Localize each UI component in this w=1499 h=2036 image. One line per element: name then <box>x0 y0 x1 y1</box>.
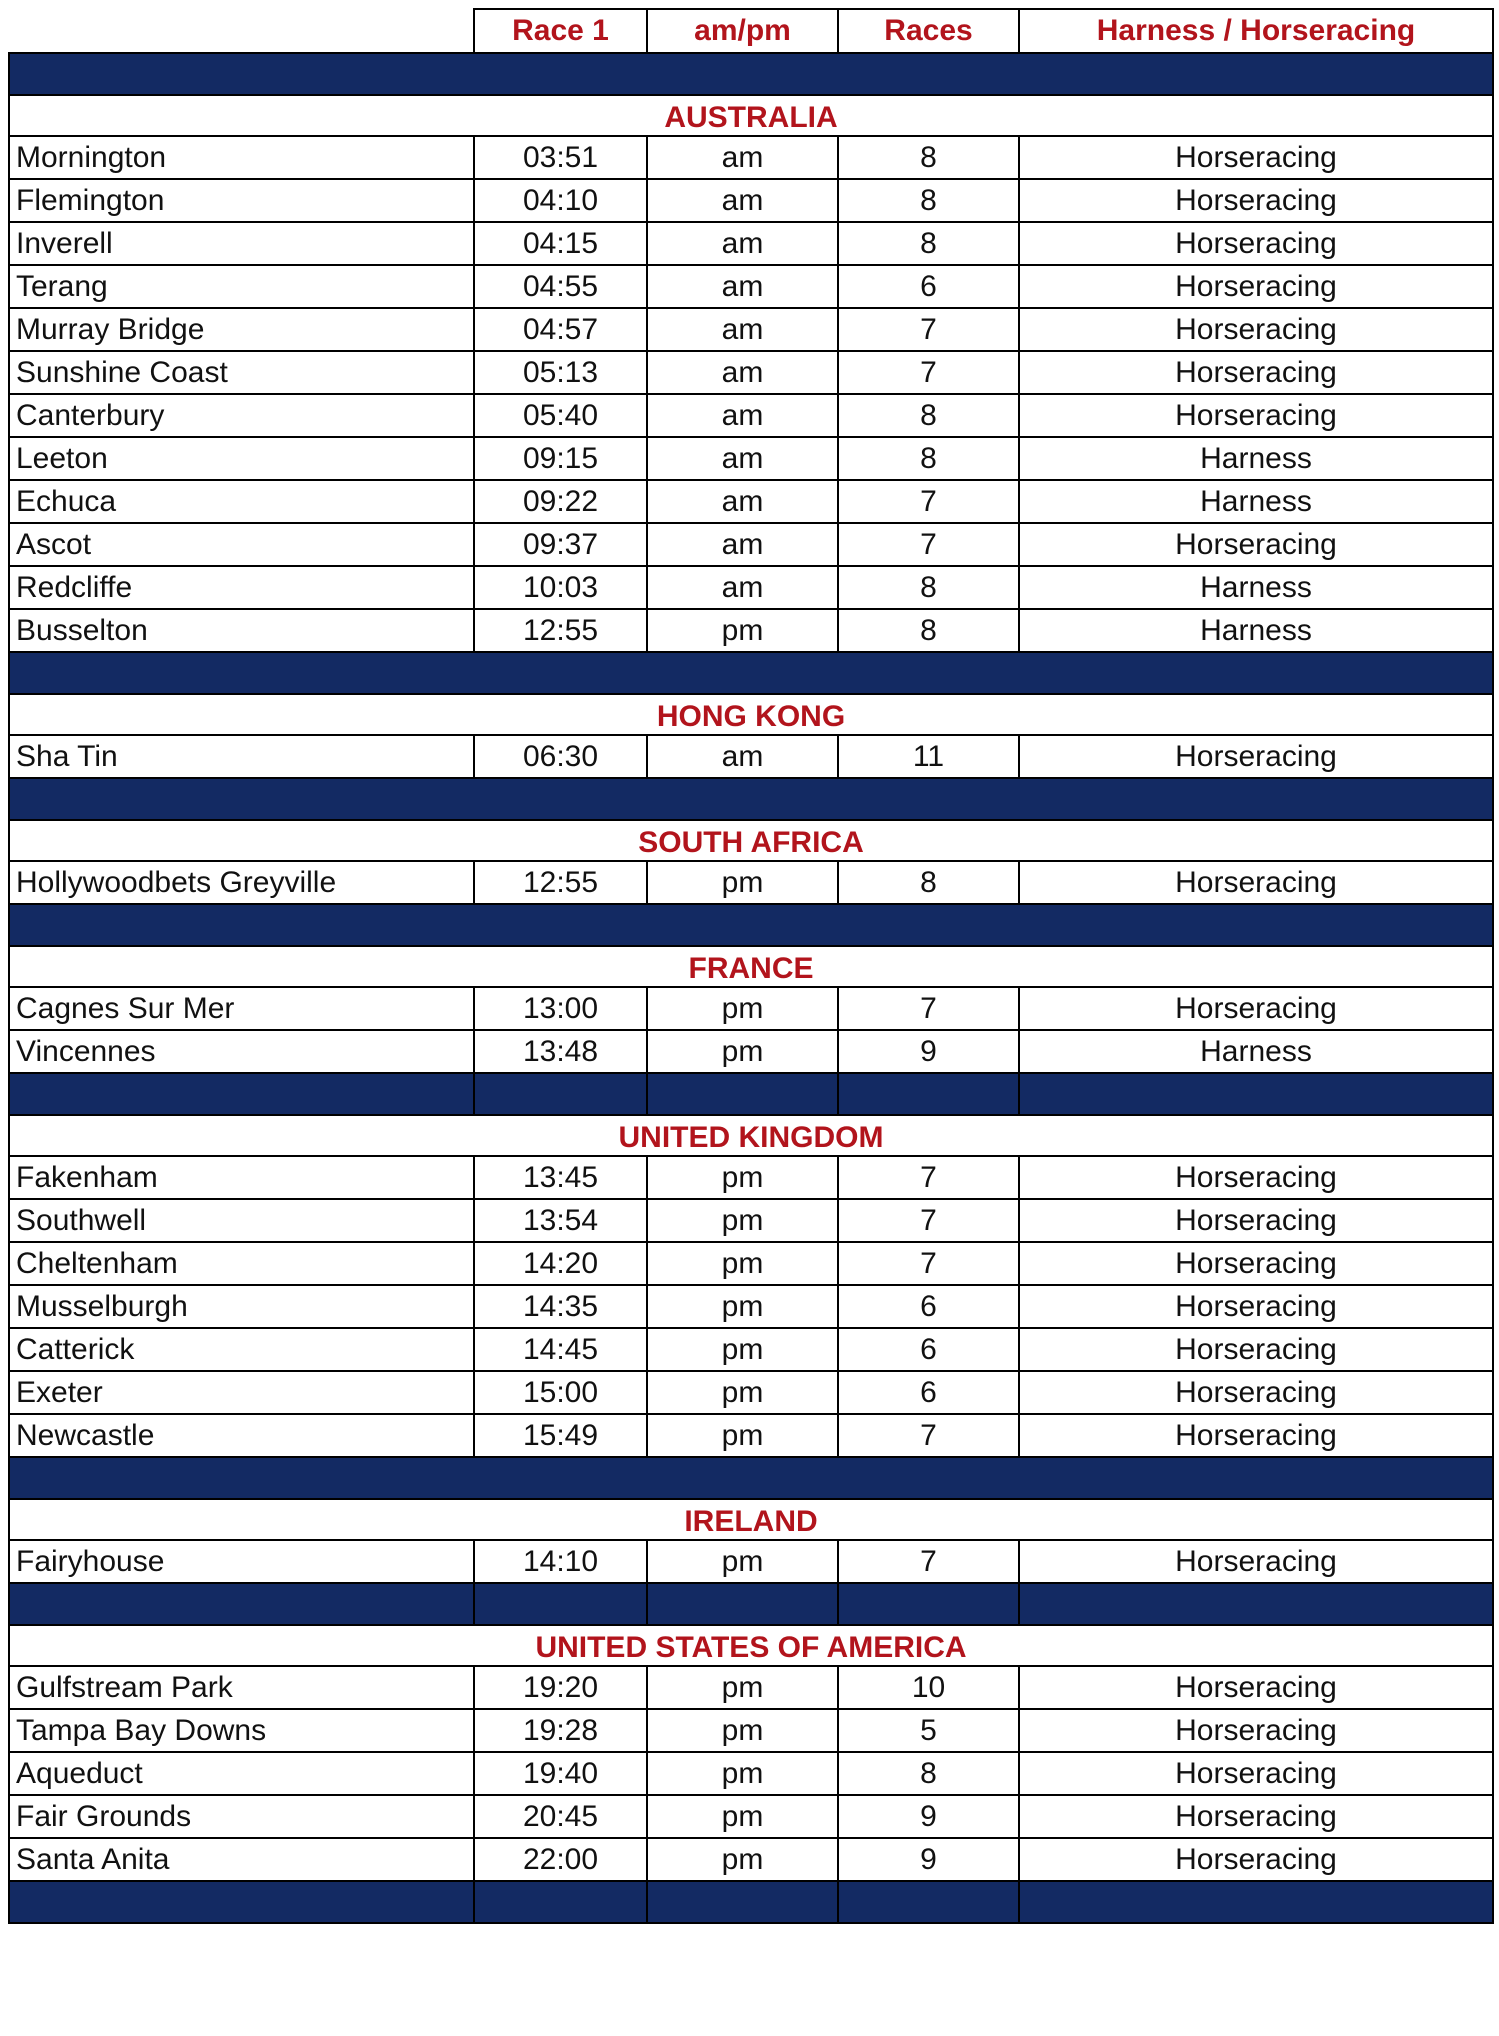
separator-bar-cell <box>474 1583 647 1625</box>
venue-cell: Southwell <box>9 1199 474 1242</box>
meeting-row <box>9 222 1493 265</box>
ampm-cell: pm <box>647 1414 838 1457</box>
country-row <box>9 946 1493 987</box>
venue-cell: Sha Tin <box>9 735 474 778</box>
header-blank-cell <box>9 9 474 53</box>
separator-bar-cell <box>474 1881 647 1923</box>
races-count-cell: 6 <box>838 1328 1019 1371</box>
ampm-cell: pm <box>647 609 838 652</box>
country-row <box>9 95 1493 136</box>
separator-bar-cell <box>1019 1073 1493 1115</box>
races-count-cell: 8 <box>838 609 1019 652</box>
race1-time-cell: 09:22 <box>474 480 647 523</box>
ampm-cell: pm <box>647 1838 838 1881</box>
separator-bar <box>9 778 1493 820</box>
ampm-cell: pm <box>647 1199 838 1242</box>
race-type-cell: Horseracing <box>1019 861 1493 904</box>
meeting-row <box>9 1838 1493 1881</box>
meeting-row <box>9 1666 1493 1709</box>
race-type-cell: Harness <box>1019 437 1493 480</box>
ampm-cell: pm <box>647 987 838 1030</box>
races-count-cell: 10 <box>838 1666 1019 1709</box>
ampm-cell: pm <box>647 1156 838 1199</box>
venue-cell: Hollywoodbets Greyville <box>9 861 474 904</box>
separator-bar-cell <box>838 1881 1019 1923</box>
separator-bar-cell <box>9 1881 474 1923</box>
venue-cell: Inverell <box>9 222 474 265</box>
separator-bar-cell <box>9 1073 474 1115</box>
race1-time-cell: 14:45 <box>474 1328 647 1371</box>
race1-time-cell: 05:40 <box>474 394 647 437</box>
separator-row <box>9 1583 1493 1625</box>
races-count-cell: 8 <box>838 437 1019 480</box>
header-races: Races <box>838 9 1019 53</box>
separator-bar-cell <box>647 1583 838 1625</box>
races-count-cell: 8 <box>838 394 1019 437</box>
country-heading: IRELAND <box>9 1499 1493 1540</box>
venue-cell: Sunshine Coast <box>9 351 474 394</box>
ampm-cell: am <box>647 222 838 265</box>
meeting-row <box>9 1285 1493 1328</box>
race1-time-cell: 13:48 <box>474 1030 647 1073</box>
races-count-cell: 8 <box>838 222 1019 265</box>
race-type-cell: Horseracing <box>1019 1199 1493 1242</box>
venue-cell: Gulfstream Park <box>9 1666 474 1709</box>
ampm-cell: pm <box>647 861 838 904</box>
race-type-cell: Horseracing <box>1019 222 1493 265</box>
race1-time-cell: 15:00 <box>474 1371 647 1414</box>
venue-cell: Echuca <box>9 480 474 523</box>
ampm-cell: am <box>647 566 838 609</box>
races-count-cell: 8 <box>838 136 1019 179</box>
race-type-cell: Horseracing <box>1019 1328 1493 1371</box>
meeting-row <box>9 1156 1493 1199</box>
separator-bar <box>9 904 1493 946</box>
races-count-cell: 8 <box>838 1752 1019 1795</box>
ampm-cell: pm <box>647 1328 838 1371</box>
race-type-cell: Horseracing <box>1019 1414 1493 1457</box>
race1-time-cell: 14:20 <box>474 1242 647 1285</box>
race1-time-cell: 04:55 <box>474 265 647 308</box>
meeting-row <box>9 1030 1493 1073</box>
races-count-cell: 7 <box>838 987 1019 1030</box>
race-type-cell: Horseracing <box>1019 179 1493 222</box>
venue-cell: Murray Bridge <box>9 308 474 351</box>
meeting-row <box>9 609 1493 652</box>
venue-cell: Terang <box>9 265 474 308</box>
venue-cell: Flemington <box>9 179 474 222</box>
venue-cell: Exeter <box>9 1371 474 1414</box>
venue-cell: Santa Anita <box>9 1838 474 1881</box>
race1-time-cell: 05:13 <box>474 351 647 394</box>
race-type-cell: Horseracing <box>1019 1371 1493 1414</box>
venue-cell: Cagnes Sur Mer <box>9 987 474 1030</box>
race1-time-cell: 04:10 <box>474 179 647 222</box>
race1-time-cell: 15:49 <box>474 1414 647 1457</box>
race1-time-cell: 14:10 <box>474 1540 647 1583</box>
race-type-cell: Horseracing <box>1019 1666 1493 1709</box>
separator-row <box>9 904 1493 946</box>
race-type-cell: Harness <box>1019 1030 1493 1073</box>
meeting-row <box>9 394 1493 437</box>
race-type-cell: Horseracing <box>1019 1795 1493 1838</box>
ampm-cell: pm <box>647 1752 838 1795</box>
races-count-cell: 8 <box>838 566 1019 609</box>
races-count-cell: 7 <box>838 1242 1019 1285</box>
separator-row <box>9 1881 1493 1923</box>
races-count-cell: 7 <box>838 1540 1019 1583</box>
races-count-cell: 7 <box>838 523 1019 566</box>
separator-bar <box>9 652 1493 694</box>
country-heading: HONG KONG <box>9 694 1493 735</box>
ampm-cell: am <box>647 179 838 222</box>
race1-time-cell: 12:55 <box>474 861 647 904</box>
ampm-cell: pm <box>647 1709 838 1752</box>
separator-row <box>9 778 1493 820</box>
venue-cell: Fakenham <box>9 1156 474 1199</box>
ampm-cell: pm <box>647 1540 838 1583</box>
venue-cell: Busselton <box>9 609 474 652</box>
races-count-cell: 8 <box>838 861 1019 904</box>
meeting-row <box>9 861 1493 904</box>
meeting-row <box>9 1795 1493 1838</box>
separator-bar-cell <box>647 1073 838 1115</box>
races-count-cell: 5 <box>838 1709 1019 1752</box>
venue-cell: Cheltenham <box>9 1242 474 1285</box>
race1-time-cell: 13:00 <box>474 987 647 1030</box>
race-type-cell: Horseracing <box>1019 1285 1493 1328</box>
races-count-cell: 6 <box>838 1285 1019 1328</box>
race1-time-cell: 13:54 <box>474 1199 647 1242</box>
meeting-row <box>9 1371 1493 1414</box>
races-count-cell: 8 <box>838 179 1019 222</box>
ampm-cell: am <box>647 351 838 394</box>
race1-time-cell: 09:15 <box>474 437 647 480</box>
separator-bar-cell <box>647 1881 838 1923</box>
race-schedule-table <box>8 8 1494 1924</box>
meeting-row <box>9 987 1493 1030</box>
race1-time-cell: 20:45 <box>474 1795 647 1838</box>
races-count-cell: 7 <box>838 351 1019 394</box>
ampm-cell: am <box>647 480 838 523</box>
race1-time-cell: 19:28 <box>474 1709 647 1752</box>
ampm-cell: am <box>647 523 838 566</box>
venue-cell: Ascot <box>9 523 474 566</box>
race-type-cell: Harness <box>1019 609 1493 652</box>
header-row <box>9 9 1493 53</box>
race-type-cell: Horseracing <box>1019 136 1493 179</box>
ampm-cell: pm <box>647 1030 838 1073</box>
separator-bar <box>9 1457 1493 1499</box>
race-type-cell: Horseracing <box>1019 394 1493 437</box>
country-row <box>9 1115 1493 1156</box>
meeting-row <box>9 1199 1493 1242</box>
separator-bar-cell <box>1019 1881 1493 1923</box>
ampm-cell: pm <box>647 1371 838 1414</box>
race-type-cell: Horseracing <box>1019 1540 1493 1583</box>
country-row <box>9 1499 1493 1540</box>
country-row <box>9 820 1493 861</box>
venue-cell: Musselburgh <box>9 1285 474 1328</box>
race-type-cell: Horseracing <box>1019 987 1493 1030</box>
race1-time-cell: 04:15 <box>474 222 647 265</box>
venue-cell: Vincennes <box>9 1030 474 1073</box>
race1-time-cell: 19:40 <box>474 1752 647 1795</box>
ampm-cell: pm <box>647 1242 838 1285</box>
meeting-row <box>9 523 1493 566</box>
race1-time-cell: 12:55 <box>474 609 647 652</box>
ampm-cell: am <box>647 265 838 308</box>
race-type-cell: Horseracing <box>1019 1709 1493 1752</box>
separator-bar-cell <box>1019 1583 1493 1625</box>
venue-cell: Canterbury <box>9 394 474 437</box>
race1-time-cell: 10:03 <box>474 566 647 609</box>
venue-cell: Tampa Bay Downs <box>9 1709 474 1752</box>
meeting-row <box>9 437 1493 480</box>
meeting-row <box>9 1752 1493 1795</box>
header-race1: Race 1 <box>474 9 647 53</box>
race-type-cell: Horseracing <box>1019 1838 1493 1881</box>
header-type: Harness / Horseracing <box>1019 9 1493 53</box>
venue-cell: Fair Grounds <box>9 1795 474 1838</box>
meeting-row <box>9 566 1493 609</box>
ampm-cell: pm <box>647 1795 838 1838</box>
race1-time-cell: 14:35 <box>474 1285 647 1328</box>
venue-cell: Mornington <box>9 136 474 179</box>
separator-bar <box>9 53 1493 95</box>
races-count-cell: 9 <box>838 1795 1019 1838</box>
race-type-cell: Horseracing <box>1019 735 1493 778</box>
meeting-row <box>9 1540 1493 1583</box>
country-heading: AUSTRALIA <box>9 95 1493 136</box>
country-heading: UNITED KINGDOM <box>9 1115 1493 1156</box>
race1-time-cell: 22:00 <box>474 1838 647 1881</box>
race1-time-cell: 19:20 <box>474 1666 647 1709</box>
meeting-row <box>9 308 1493 351</box>
race-type-cell: Horseracing <box>1019 351 1493 394</box>
venue-cell: Aqueduct <box>9 1752 474 1795</box>
races-count-cell: 6 <box>838 265 1019 308</box>
race-type-cell: Horseracing <box>1019 1242 1493 1285</box>
meeting-row <box>9 735 1493 778</box>
race-type-cell: Horseracing <box>1019 265 1493 308</box>
ampm-cell: am <box>647 735 838 778</box>
country-heading: UNITED STATES OF AMERICA <box>9 1625 1493 1666</box>
country-row <box>9 694 1493 735</box>
ampm-cell: am <box>647 136 838 179</box>
separator-bar-cell <box>9 1583 474 1625</box>
races-count-cell: 9 <box>838 1838 1019 1881</box>
venue-cell: Leeton <box>9 437 474 480</box>
race1-time-cell: 09:37 <box>474 523 647 566</box>
country-heading: FRANCE <box>9 946 1493 987</box>
races-count-cell: 7 <box>838 480 1019 523</box>
race1-time-cell: 04:57 <box>474 308 647 351</box>
race-type-cell: Horseracing <box>1019 1156 1493 1199</box>
ampm-cell: am <box>647 437 838 480</box>
meeting-row <box>9 265 1493 308</box>
race1-time-cell: 13:45 <box>474 1156 647 1199</box>
races-count-cell: 7 <box>838 308 1019 351</box>
ampm-cell: am <box>647 394 838 437</box>
venue-cell: Catterick <box>9 1328 474 1371</box>
races-count-cell: 7 <box>838 1414 1019 1457</box>
ampm-cell: pm <box>647 1666 838 1709</box>
race-type-cell: Horseracing <box>1019 308 1493 351</box>
races-count-cell: 7 <box>838 1156 1019 1199</box>
separator-row <box>9 1073 1493 1115</box>
meeting-row <box>9 1414 1493 1457</box>
separator-bar-cell <box>474 1073 647 1115</box>
races-count-cell: 7 <box>838 1199 1019 1242</box>
venue-cell: Fairyhouse <box>9 1540 474 1583</box>
meeting-row <box>9 1328 1493 1371</box>
separator-row <box>9 1457 1493 1499</box>
meeting-row <box>9 179 1493 222</box>
meeting-row <box>9 351 1493 394</box>
header-ampm: am/pm <box>647 9 838 53</box>
separator-row <box>9 53 1493 95</box>
race1-time-cell: 03:51 <box>474 136 647 179</box>
race-type-cell: Horseracing <box>1019 523 1493 566</box>
race-type-cell: Harness <box>1019 480 1493 523</box>
race1-time-cell: 06:30 <box>474 735 647 778</box>
ampm-cell: am <box>647 308 838 351</box>
separator-bar-cell <box>838 1073 1019 1115</box>
venue-cell: Newcastle <box>9 1414 474 1457</box>
ampm-cell: pm <box>647 1285 838 1328</box>
separator-bar-cell <box>838 1583 1019 1625</box>
venue-cell: Redcliffe <box>9 566 474 609</box>
race-type-cell: Harness <box>1019 566 1493 609</box>
meeting-row <box>9 136 1493 179</box>
country-heading: SOUTH AFRICA <box>9 820 1493 861</box>
race-type-cell: Horseracing <box>1019 1752 1493 1795</box>
meeting-row <box>9 1242 1493 1285</box>
meeting-row <box>9 1709 1493 1752</box>
races-count-cell: 6 <box>838 1371 1019 1414</box>
meeting-row <box>9 480 1493 523</box>
races-count-cell: 9 <box>838 1030 1019 1073</box>
separator-row <box>9 652 1493 694</box>
races-count-cell: 11 <box>838 735 1019 778</box>
country-row <box>9 1625 1493 1666</box>
